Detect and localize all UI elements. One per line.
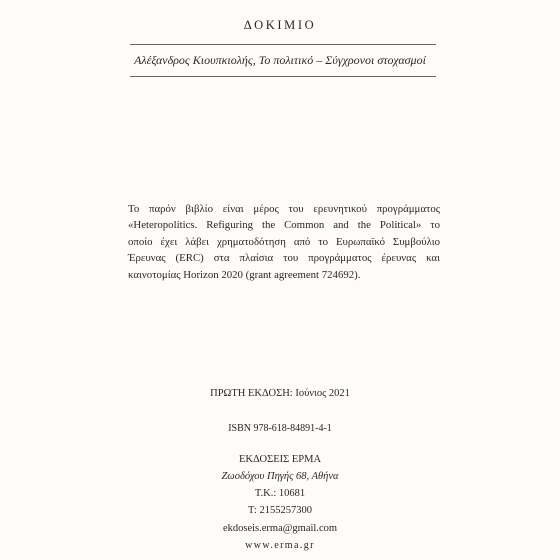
isbn-line: ISBN 978-618-84891-4-1	[228, 423, 332, 434]
funding-notice-line: οποίο έχει λάβει χρηματοδότηση από το Ευρωπαϊκό Συμβούλιο	[128, 235, 440, 248]
publisher-email: ekdoseis.erma@gmail.com	[222, 523, 338, 534]
series-title: ΔΟΚΙΜΙΟ	[243, 18, 317, 32]
funding-notice-line: Έρευνας (ERC) στα πλαίσια του προγράμματος έρευνας και	[128, 252, 440, 265]
funding-notice-line: Το παρόν βιβλίο είναι μέρος του ερευνητικού προγράμματος	[128, 203, 440, 215]
header-top-rule	[130, 44, 436, 45]
publisher-phone: Τ: 2155257300	[248, 505, 312, 516]
publisher-website: www.erma.gr	[245, 540, 315, 551]
publisher-address: Ζωοδόχου Πηγής 68, Αθήνα	[221, 471, 339, 482]
funding-notice	[128, 201, 440, 283]
header-bottom-rule	[130, 76, 436, 77]
series-entry: Αλέξανδρος Κιουπκιολής, Το πολιτικό – Σύγχρονοι στοχασμοί	[134, 53, 426, 67]
funding-notice-line: «Heteropolitics. Refiguring the Common and the Political» το	[128, 219, 440, 232]
funding-notice-line: καινοτομίας Horizon 2020 (grant agreement 724692).	[128, 268, 361, 281]
publisher-name: ΕΚΔΟΣΕΙΣ ΕΡΜΑ	[238, 454, 322, 465]
edition-line: ΠΡΩΤΗ ΕΚΔΟΣΗ: Ιούνιος 2021	[210, 388, 350, 399]
publisher-postcode: Τ.Κ.: 10681	[254, 488, 306, 499]
